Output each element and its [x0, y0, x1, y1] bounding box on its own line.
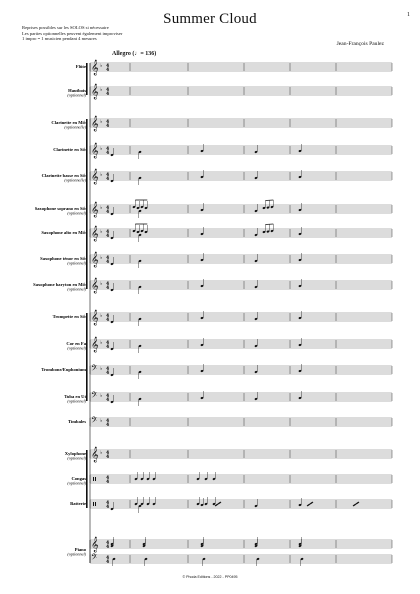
time-signature: 4 — [106, 120, 110, 125]
time-signature: 4 — [106, 147, 110, 152]
time-signature: 4 — [106, 286, 110, 292]
instrument-label: Saxophone soprano en Si♭ — [34, 206, 86, 211]
key-signature: ♭ — [100, 87, 103, 93]
time-signature: 4 — [106, 560, 110, 566]
time-signature: 4 — [106, 230, 110, 235]
beam — [265, 224, 273, 225]
instrument-sublabel: (optionnel) — [67, 92, 86, 98]
instrument-label: Saxophone alto en Mi♭ — [41, 230, 86, 235]
time-signature: 4 — [106, 124, 110, 130]
score-title: Summer Cloud — [163, 11, 257, 27]
instrument-label: Clarinette en Mi♭ — [51, 120, 86, 125]
time-signature: 4 — [106, 92, 110, 98]
time-signature: 4 — [106, 556, 110, 561]
perc-clef — [95, 502, 96, 506]
key-signature: ♭ — [100, 229, 103, 235]
composer-name: Jean-François Paulez — [336, 41, 384, 47]
time-signature: 4 — [106, 541, 110, 546]
instrument-sublabel: (optionnel) — [67, 551, 86, 557]
perc-clef — [95, 477, 96, 481]
treble-clef: 𝄞 — [91, 84, 99, 100]
bass-clef: 𝄢 — [91, 391, 98, 403]
time-signature: 4 — [106, 256, 110, 261]
key-signature: ♭ — [100, 205, 103, 211]
treble-clef: 𝄞 — [91, 169, 99, 185]
time-signature: 4 — [106, 234, 110, 240]
time-signature: 4 — [106, 371, 110, 377]
treble-clef: 𝄞 — [91, 537, 99, 553]
treble-clef: 𝄞 — [91, 116, 99, 132]
key-signature: ♭ — [100, 255, 103, 261]
key-signature: ♭ — [100, 366, 103, 372]
time-signature: 4 — [106, 282, 110, 287]
time-signature: 4 — [106, 398, 110, 404]
group-bracket — [86, 63, 88, 95]
treble-clef: 𝄞 — [91, 226, 99, 242]
perc-clef — [93, 502, 94, 506]
instrument-label: Clarinette en Si♭ — [53, 147, 86, 152]
key-signature: ♭ — [100, 393, 103, 399]
page-number: 1 — [407, 12, 410, 18]
instrument-sublabel: (optionnel) — [67, 398, 86, 404]
instrument-sublabel: (optionnel) — [67, 210, 86, 216]
key-signature: ♭ — [100, 172, 103, 178]
treble-clef: 𝄞 — [91, 447, 99, 463]
key-signature: ♭ — [100, 281, 103, 287]
time-signature: 4 — [106, 206, 110, 211]
time-signature: 4 — [106, 451, 110, 456]
group-bracket — [86, 313, 88, 401]
key-signature: ♭ — [100, 450, 103, 456]
instrument-sublabel: (optionnelle) — [64, 177, 86, 183]
instrument-label: Piano — [74, 547, 86, 552]
time-signature: 4 — [106, 505, 110, 511]
treble-clef: 𝄞 — [91, 310, 99, 326]
time-signature: 4 — [106, 545, 110, 551]
time-signature: 4 — [106, 64, 110, 69]
time-signature: 4 — [106, 68, 110, 74]
time-signature: 4 — [106, 314, 110, 319]
time-signature: 4 — [106, 260, 110, 266]
time-signature: 4 — [106, 318, 110, 324]
instrument-label: Tuba en Ut — [64, 394, 86, 399]
copyright-footer: © Phoda Editions - 2022 - PP0495 — [182, 575, 238, 579]
instrument-label: Flûte — [75, 64, 86, 69]
key-signature: ♭ — [100, 418, 103, 424]
time-signature: 4 — [106, 88, 110, 93]
instrument-label: Batterie — [70, 501, 86, 506]
instrument-label: Cor en Fa — [66, 341, 86, 346]
group-bracket — [86, 450, 88, 508]
time-signature: 4 — [106, 423, 110, 429]
instrument-label: Saxophone baryton en Mi♭ — [33, 282, 86, 287]
instrument-sublabel: (optionnel) — [67, 455, 86, 461]
instrument-sublabel: (optionnel) — [67, 345, 86, 351]
instrument-sublabel: (optionnelle) — [64, 124, 86, 130]
bass-clef: 𝄢 — [91, 416, 98, 428]
time-signature: 4 — [106, 394, 110, 399]
bass-clef: 𝄢 — [91, 364, 98, 376]
treble-clef: 𝄞 — [91, 337, 99, 353]
time-signature: 4 — [106, 455, 110, 461]
key-signature: ♭ — [100, 313, 103, 319]
instrument-label: Saxophone ténor en Si♭ — [40, 256, 86, 261]
time-signature: 4 — [106, 151, 110, 157]
treble-clef: 𝄞 — [91, 278, 99, 294]
beam — [265, 200, 273, 201]
instrument-label: Trompette en Si♭ — [52, 314, 86, 319]
time-signature: 4 — [106, 367, 110, 372]
treble-clef: 𝄞 — [91, 60, 99, 76]
treble-clef: 𝄞 — [91, 202, 99, 218]
instrument-label: Trombone/Euphonium — [41, 367, 86, 372]
instrument-sublabel: (optionnel) — [67, 480, 86, 486]
note-line: Reprises possibles sur les SOLOS si nécessaire — [22, 25, 109, 30]
key-signature: ♭ — [100, 340, 103, 346]
key-signature: ♭ — [100, 119, 103, 125]
time-signature: 4 — [106, 210, 110, 216]
instrument-sublabel: (optionnel) — [67, 286, 86, 292]
bass-clef: 𝄢 — [91, 553, 98, 565]
time-signature: 4 — [106, 345, 110, 351]
instrument-label: Congas — [71, 476, 86, 481]
treble-clef: 𝄞 — [91, 252, 99, 268]
treble-clef: 𝄞 — [91, 143, 99, 159]
instrument-label: Xylophone — [64, 451, 86, 456]
time-signature: 4 — [106, 501, 110, 506]
instrument-label: Timbales — [67, 419, 86, 424]
key-signature: ♭ — [100, 146, 103, 152]
note-line: 1 impro = 1 musicien pendant 4 mesures — [22, 36, 97, 42]
time-signature: 4 — [106, 177, 110, 183]
group-bracket — [86, 119, 88, 289]
instrument-label: Hautbois — [68, 88, 86, 93]
key-signature: ♭ — [100, 63, 103, 69]
time-signature: 4 — [106, 341, 110, 346]
tempo-marking: Allegro (♩= 136) — [112, 51, 157, 57]
note-line: Les parties optionnelles peuvent également improviser — [22, 30, 123, 36]
time-signature: 4 — [106, 419, 110, 424]
time-signature: 4 — [106, 173, 110, 178]
instrument-sublabel: (optionnel) — [67, 260, 86, 266]
perc-clef — [93, 477, 94, 481]
time-signature: 4 — [106, 480, 110, 486]
instrument-label: Clarinette basse en Si♭ — [41, 173, 86, 178]
time-signature: 4 — [106, 476, 110, 481]
